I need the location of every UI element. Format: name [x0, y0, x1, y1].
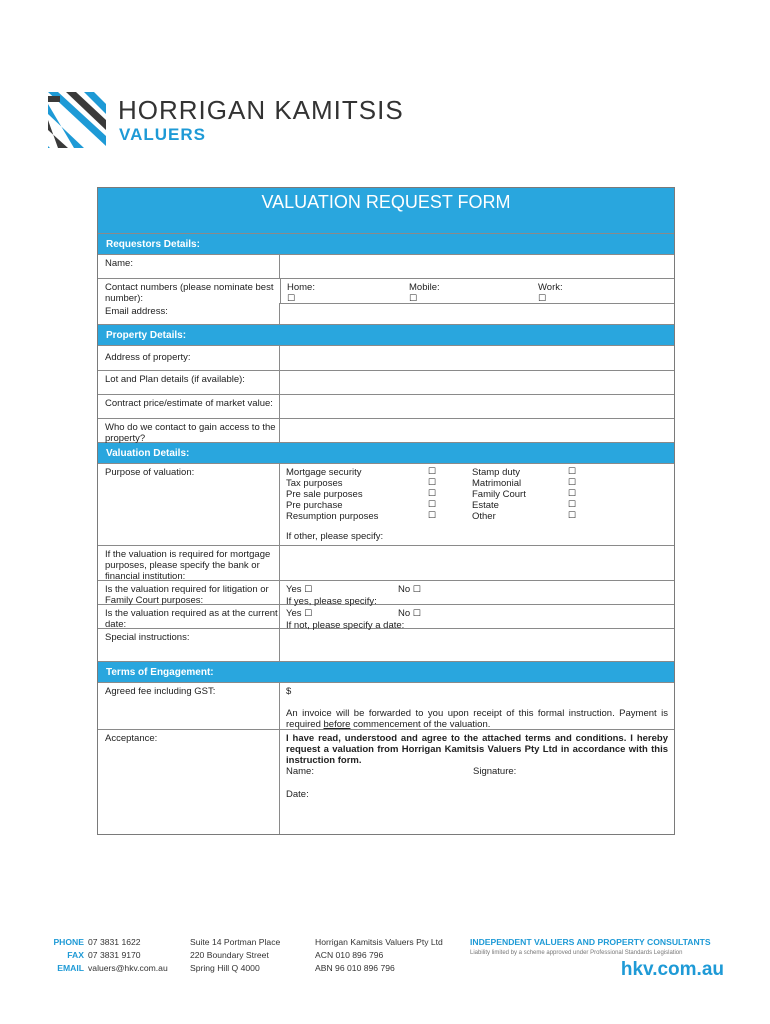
section-property: Property Details: — [98, 324, 674, 345]
home-option[interactable] — [287, 282, 315, 305]
acceptance-name-label: Name: — [286, 766, 314, 777]
current-yes-checkbox[interactable]: ☐ — [304, 609, 313, 619]
litigation-yes-label: Yes — [286, 584, 302, 595]
row-contact — [98, 278, 674, 303]
bank-field[interactable] — [280, 546, 674, 580]
mobile-option[interactable] — [409, 282, 440, 305]
company-logo — [48, 92, 428, 152]
access-label: Who do we contact to gain access to the property? — [98, 419, 280, 442]
purpose-option[interactable] — [286, 511, 436, 522]
yes-specify-label: If yes, please specify: — [286, 596, 377, 607]
footer-email[interactable]: valuers@hkv.com.au — [88, 963, 168, 973]
footer-liability: Liability limited by a scheme approved under Professional Standards Legislation — [470, 950, 683, 956]
footer-contact-values — [88, 936, 168, 975]
price-label: Contract price/estimate of market value: — [98, 395, 280, 418]
logo-company-sub: VALUERS — [119, 125, 206, 144]
home-checkbox[interactable]: ☐ — [287, 294, 296, 304]
purpose-option-label: Pre purchase — [286, 500, 343, 511]
invoice-text-2: commencement of the valuation. — [350, 719, 491, 730]
invoice-note — [286, 708, 668, 730]
access-field[interactable] — [280, 419, 674, 442]
litigation-yes-checkbox[interactable]: ☐ — [304, 585, 313, 595]
contact-label: Contact numbers (please nominate best number): — [105, 282, 274, 304]
row-current-date — [98, 604, 674, 631]
special-field[interactable] — [280, 629, 674, 661]
litigation-label: Is the valuation required for litigation or Family Court purposes: — [98, 581, 280, 604]
row-access — [98, 418, 674, 442]
footer-website[interactable]: hkv.com.au — [620, 959, 724, 980]
row-bank — [98, 545, 674, 580]
purpose-list-left — [286, 467, 436, 522]
footer-abn: ABN 96 010 896 796 — [315, 963, 395, 973]
footer-contact-labels — [48, 936, 84, 975]
litigation-no-option[interactable] — [398, 584, 421, 596]
current-no-checkbox[interactable]: ☐ — [412, 609, 421, 619]
bank-label: If the valuation is required for mortgage purposes, please specify the bank or financial institution: — [98, 546, 280, 580]
section-valuation: Valuation Details: — [98, 442, 674, 463]
other-specify-label: If other, please specify: — [286, 531, 384, 542]
footer-fax: 07 3831 9170 — [88, 950, 141, 960]
contact-field — [280, 279, 674, 303]
not-specify-label: If not, please specify a date: — [286, 620, 405, 631]
purpose-checkbox[interactable]: ☐ — [567, 511, 576, 521]
price-field[interactable] — [280, 395, 674, 418]
footer-fax-label: FAX — [67, 950, 84, 960]
purpose-option-label: Stamp duty — [472, 467, 521, 478]
address-field[interactable] — [280, 346, 674, 370]
work-checkbox[interactable]: ☐ — [538, 294, 547, 304]
current-yes-label: Yes — [286, 608, 302, 619]
logo-company-name: HORRIGAN KAMITSIS — [118, 95, 404, 125]
section-requestors: Requestors Details: — [98, 233, 674, 254]
purpose-option[interactable] — [286, 478, 436, 489]
litigation-no-label: No — [398, 584, 411, 595]
special-label: Special instructions: — [98, 629, 280, 661]
purpose-label: Purpose of valuation: — [98, 464, 280, 545]
footer-tagline: INDEPENDENT VALUERS AND PROPERTY CONSULTANTS — [470, 937, 711, 947]
footer-email-label: EMAIL — [57, 963, 84, 973]
row-name — [98, 254, 674, 278]
purpose-option-label: Family Court — [472, 489, 526, 500]
logo-stripes-icon — [48, 92, 106, 148]
purpose-option-label: Other — [472, 511, 496, 522]
current-yes-option[interactable] — [286, 608, 312, 619]
purpose-option-label: Matrimonial — [472, 478, 522, 489]
litigation-field — [280, 581, 674, 607]
row-price — [98, 394, 674, 418]
work-label: Work: — [538, 282, 563, 293]
lot-label: Lot and Plan details (if available): — [98, 371, 280, 394]
row-purpose — [98, 463, 674, 545]
invoice-text-1: An invoice will be forwarded to you upon receipt of this formal instruction. Payment is required — [286, 708, 668, 730]
acceptance-text: I have read, understood and agree to the attached terms and conditions. I hereby request a valuation from Horrigan Kamitsis Valuers Pty Ltd in accordance with this instruction form. — [286, 733, 668, 766]
fee-dollar: $ — [286, 686, 292, 697]
row-special — [98, 628, 674, 661]
footer-phone: 07 3831 1622 — [88, 937, 141, 947]
purpose-checkbox[interactable]: ☐ — [427, 511, 436, 521]
footer-phone-label: PHONE — [53, 937, 84, 947]
invoice-before: before — [323, 719, 351, 730]
purpose-option[interactable] — [472, 511, 576, 522]
mobile-label: Mobile: — [409, 282, 440, 293]
purpose-checkbox[interactable]: ☐ — [567, 489, 576, 499]
purpose-option[interactable] — [286, 467, 436, 478]
purpose-option-label: Estate — [472, 500, 499, 511]
purpose-checkbox[interactable]: ☐ — [427, 467, 436, 477]
footer-address-3: Spring Hill Q 4000 — [190, 963, 260, 973]
section-terms: Terms of Engagement: — [98, 661, 674, 682]
purpose-option[interactable] — [286, 489, 436, 500]
current-date-label: Is the valuation required as at the current date: — [98, 605, 280, 628]
row-fee — [98, 682, 674, 729]
purpose-option[interactable] — [472, 489, 576, 500]
current-date-field — [280, 605, 674, 631]
email-field[interactable] — [280, 303, 674, 324]
name-label: Name: — [98, 255, 280, 278]
row-email — [98, 303, 674, 324]
row-lot — [98, 370, 674, 394]
current-no-label: No — [398, 608, 411, 619]
purpose-checkbox[interactable]: ☐ — [427, 500, 436, 510]
row-litigation — [98, 580, 674, 607]
current-no-option[interactable] — [398, 608, 421, 620]
purpose-checkbox[interactable]: ☐ — [427, 478, 436, 488]
form-title: VALUATION REQUEST FORM — [98, 188, 674, 233]
purpose-checkbox[interactable]: ☐ — [567, 500, 576, 510]
purpose-checkbox[interactable]: ☐ — [427, 489, 436, 499]
work-option[interactable] — [538, 282, 563, 305]
purpose-option[interactable] — [286, 500, 436, 511]
fee-label: Agreed fee including GST: — [98, 683, 280, 729]
purpose-checkbox[interactable]: ☐ — [567, 478, 576, 488]
purpose-field — [280, 464, 674, 545]
litigation-no-checkbox[interactable]: ☐ — [412, 585, 421, 595]
lot-field[interactable] — [280, 371, 674, 394]
purpose-checkbox[interactable]: ☐ — [567, 467, 576, 477]
purpose-option[interactable] — [472, 467, 576, 478]
acceptance-date-label: Date: — [286, 789, 309, 800]
email-label: Email address: — [98, 303, 280, 324]
row-acceptance — [98, 729, 674, 834]
footer-acn: ACN 010 896 796 — [315, 950, 384, 960]
footer-company-name: Horrigan Kamitsis Valuers Pty Ltd — [315, 937, 443, 947]
purpose-list-right — [472, 467, 576, 522]
acceptance-label: Acceptance: — [98, 730, 280, 834]
purpose-option[interactable] — [472, 500, 576, 511]
acceptance-name-row — [286, 766, 668, 777]
address-label: Address of property: — [98, 346, 280, 370]
acceptance-signature-label: Signature: — [473, 766, 517, 777]
purpose-option[interactable] — [472, 478, 576, 489]
purpose-option-label: Tax purposes — [286, 478, 343, 489]
name-field[interactable] — [280, 255, 674, 278]
litigation-yes-option[interactable] — [286, 584, 312, 595]
mobile-checkbox[interactable]: ☐ — [409, 294, 418, 304]
fee-field — [280, 683, 674, 729]
row-address — [98, 345, 674, 370]
purpose-option-label: Pre sale purposes — [286, 489, 363, 500]
purpose-option-label: Resumption purposes — [286, 511, 379, 522]
acceptance-field — [280, 730, 674, 834]
footer-address-1: Suite 14 Portman Place — [190, 937, 281, 947]
footer-address — [190, 936, 280, 975]
valuation-request-form — [97, 187, 675, 835]
purpose-option-label: Mortgage security — [286, 467, 362, 478]
footer-branding — [470, 936, 724, 982]
footer-address-2: 220 Boundary Street — [190, 950, 269, 960]
home-label: Home: — [287, 282, 315, 293]
footer-company — [315, 936, 443, 975]
